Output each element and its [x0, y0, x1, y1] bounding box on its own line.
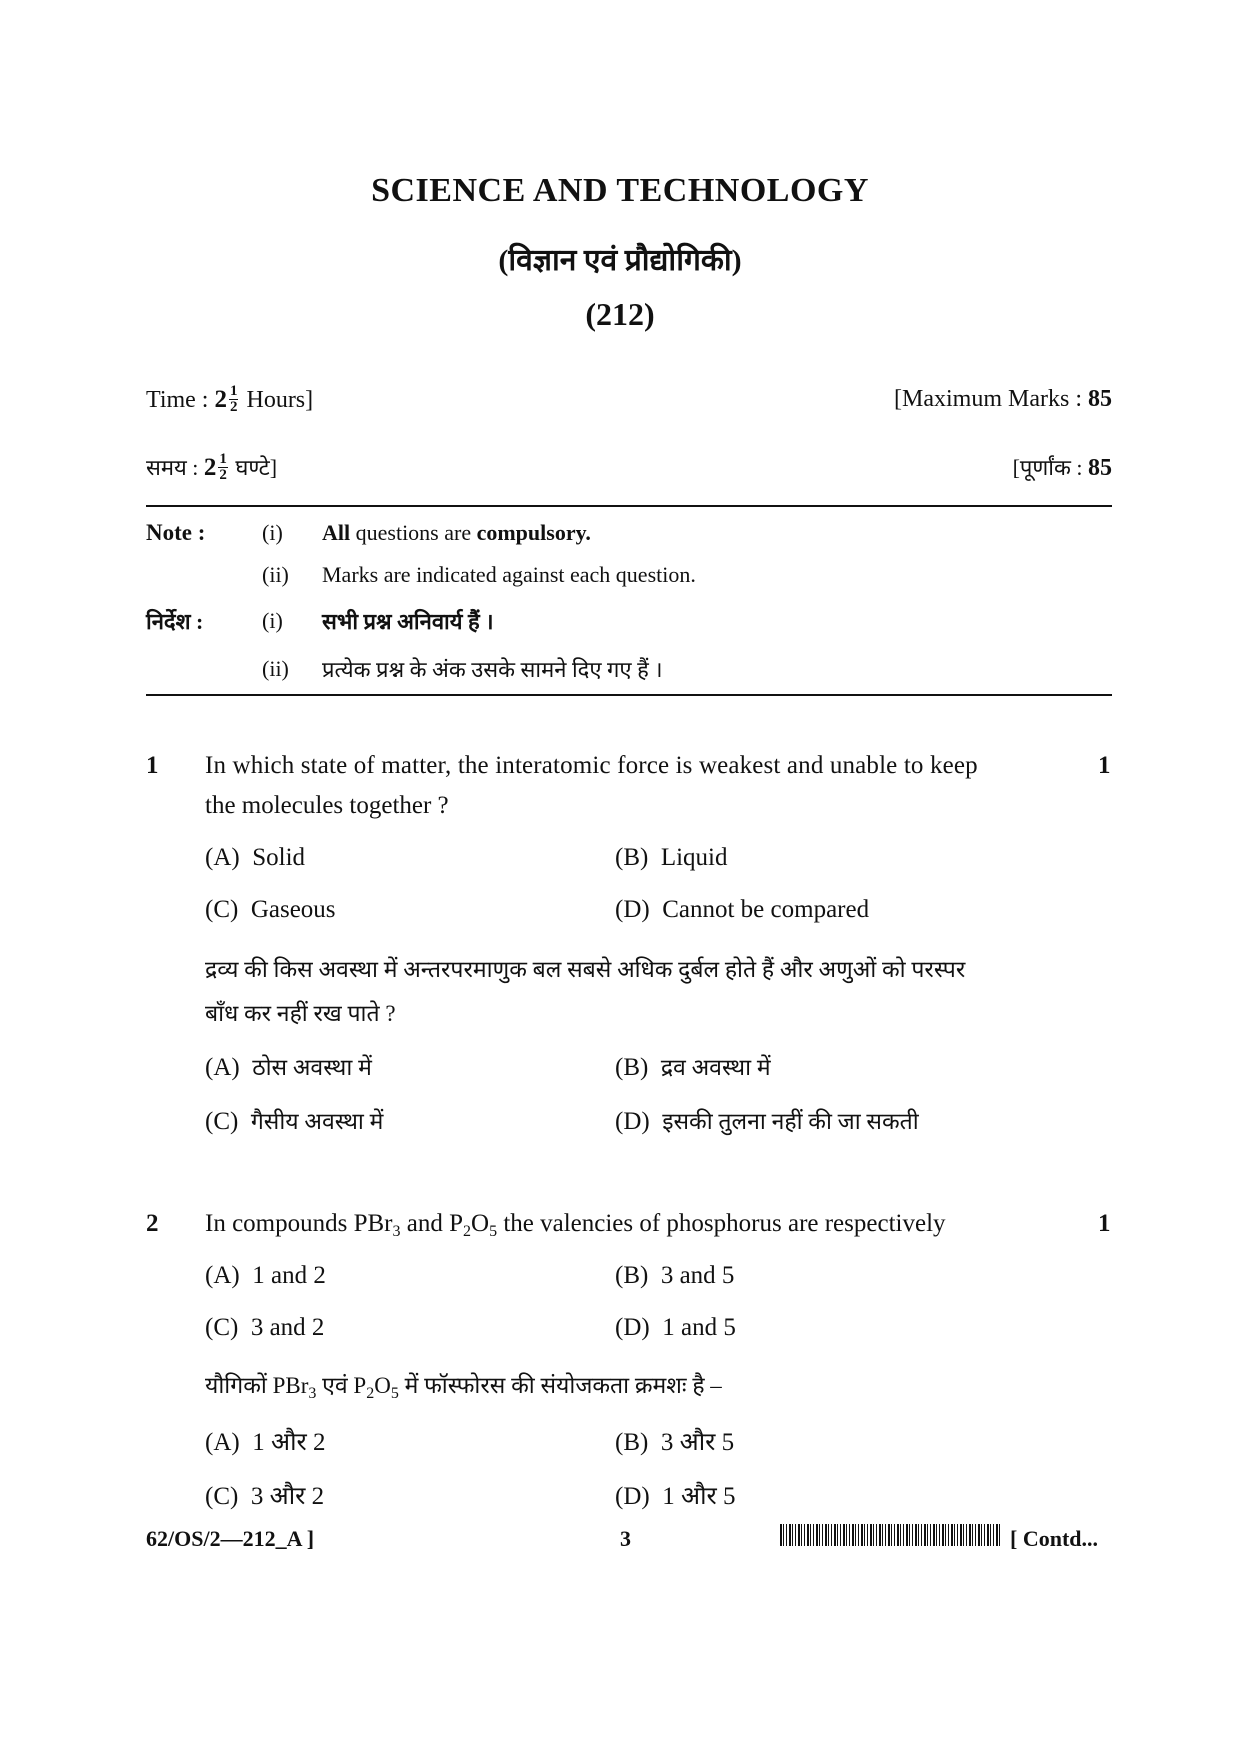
max-marks-value: 85 — [1088, 386, 1112, 412]
q2-option-c-hindi: (C) 3 और 2 — [205, 1483, 325, 1510]
question-1-text-line1: In which state of matter, the interatomic force is weakest and unable to keep — [205, 752, 978, 779]
max-marks-value-hindi: 85 — [1088, 455, 1112, 481]
q1-option-a: (A) Solid — [205, 844, 306, 871]
footer-contd: [ Contd... — [1010, 1526, 1099, 1551]
q2-option-a: (A) 1 and 2 — [205, 1262, 326, 1289]
note-ii-marker: (ii) — [262, 562, 289, 587]
note-i-marker: (i) — [262, 520, 283, 545]
time-fraction: $\frac{1}{2}$ — [229, 383, 238, 415]
q1-option-d-hindi: (D) इसकी तुलना नहीं की जा सकती — [615, 1108, 919, 1135]
note-i-marker-hindi: (i) — [262, 608, 283, 633]
max-marks-hindi — [1013, 452, 1112, 482]
barcode — [780, 1524, 1000, 1546]
q1-option-a-hindi: (A) ठोस अवस्था में — [205, 1054, 372, 1081]
question-1-hindi-line1: द्रव्य की किस अवस्था में अन्तरपरमाणुक बल सबसे अधिक दुर्बल होते हैं और अणुओं को परस्पर — [205, 957, 966, 982]
question-2-number: 2 — [146, 1210, 159, 1237]
time-label-hindi: समय : — [146, 455, 199, 480]
question-1-hindi-line2: बाँध कर नहीं रख पाते ? — [205, 1001, 396, 1026]
time-label: Time : — [146, 387, 209, 414]
time-unit: Hours] — [246, 387, 314, 414]
footer-paper-code: 62/OS/2—212_A ] — [146, 1526, 315, 1551]
q2-option-d: (D) 1 and 5 — [615, 1314, 736, 1341]
max-marks-label: [Maximum Marks : — [894, 386, 1082, 412]
question-2-marks: 1 — [1098, 1210, 1111, 1237]
footer-page-number: 3 — [620, 1526, 631, 1551]
note-1-hindi: सभी प्रश्न अनिवार्य हैं । — [322, 609, 494, 634]
divider-top — [146, 505, 1112, 507]
note-1: All questions are compulsory. — [322, 520, 591, 545]
q2-option-c: (C) 3 and 2 — [205, 1314, 325, 1341]
q1-option-d: (D) Cannot be compared — [615, 896, 870, 923]
divider-notes — [146, 694, 1112, 696]
q2-option-b: (B) 3 and 5 — [615, 1262, 735, 1289]
time-whole-hindi: 2 — [203, 454, 217, 481]
page-title: SCIENCE AND TECHNOLOGY — [371, 172, 869, 209]
max-marks-label-hindi: [पूर्णांक : — [1012, 455, 1083, 480]
question-1-marks: 1 — [1098, 752, 1111, 779]
question-2-hindi-text: यौगिकों PBr$_3$ एवं $P_2O_5$ में फॉस्फोरस की संयोजकता क्रमशः है – — [205, 1373, 722, 1402]
max-marks — [894, 386, 1112, 413]
time-info-hindi — [146, 452, 277, 485]
q1-option-b-hindi: (B) द्रव अवस्था में — [615, 1054, 771, 1081]
note-label: Note : — [146, 520, 206, 545]
note-ii-marker-hindi: (ii) — [262, 656, 289, 681]
q1-option-b: (B) Liquid — [615, 844, 728, 871]
page-title-hindi: (विज्ञान एवं प्रौद्योगिकी) — [498, 244, 742, 277]
question-2-text: In compounds PBr$_3$ and $P_2O_5$ the valencies of phosphorus are respectively — [205, 1210, 946, 1240]
q1-option-c: (C) Gaseous — [205, 896, 336, 923]
subject-code: (212) — [585, 296, 655, 332]
note-2: Marks are indicated against each question. — [322, 562, 696, 587]
question-1-number: 1 — [146, 752, 159, 779]
time-fraction-hindi: $\frac{1}{2}$ — [219, 451, 227, 484]
q1-option-c-hindi: (C) गैसीय अवस्था में — [205, 1108, 384, 1135]
time-info — [146, 383, 314, 417]
question-1-text-line2: the molecules together ? — [205, 792, 449, 819]
note-label-hindi: निर्देश : — [146, 609, 204, 634]
time-whole: 2 — [214, 386, 227, 414]
note-2-hindi: प्रत्येक प्रश्न के अंक उसके सामने दिए गए हैं । — [322, 657, 663, 682]
time-unit-hindi: घण्टे] — [235, 455, 278, 480]
q2-option-d-hindi: (D) 1 और 5 — [615, 1483, 736, 1510]
q2-option-a-hindi: (A) 1 और 2 — [205, 1429, 326, 1456]
q2-option-b-hindi: (B) 3 और 5 — [615, 1429, 735, 1456]
